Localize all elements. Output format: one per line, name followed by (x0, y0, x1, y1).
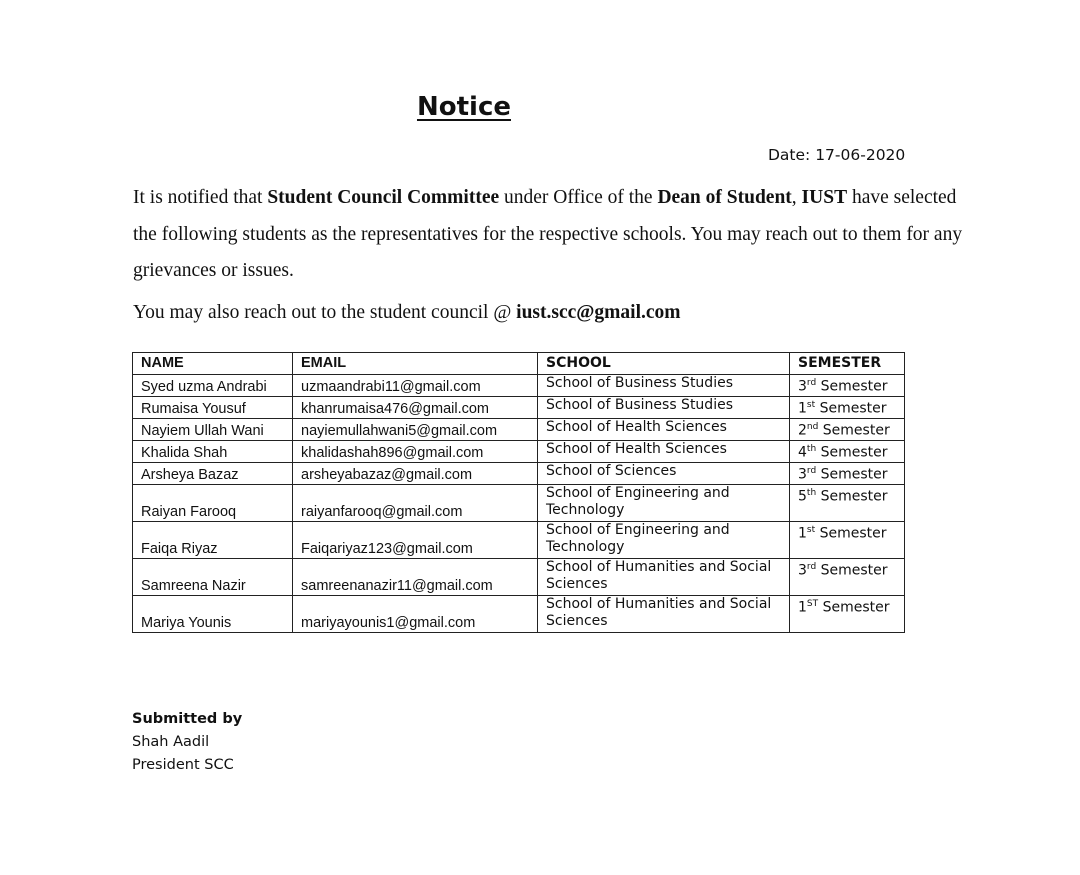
council-email: iust.scc@gmail.com (516, 302, 681, 323)
cell-semester (790, 485, 905, 522)
cell-name: Khalida Shah (133, 441, 293, 463)
table-row (133, 397, 905, 419)
signatory-role: President SCC (132, 757, 234, 773)
cell-email: Faiqariyaz123@gmail.com (293, 522, 538, 559)
table-row (133, 485, 905, 522)
semester-word: Semester (818, 599, 890, 616)
cell-semester (790, 419, 905, 441)
cell-email: mariyayounis1@gmail.com (293, 596, 538, 633)
notice-paragraph (133, 180, 963, 290)
cell-email: khalidashah896@gmail.com (293, 441, 538, 463)
header-name: NAME (133, 353, 293, 375)
cell-semester (790, 559, 905, 596)
paragraph-text-1: It is notified that (133, 187, 268, 208)
semester-word: Semester (816, 444, 888, 461)
cell-name: Nayiem Ullah Wani (133, 419, 293, 441)
cell-semester (790, 463, 905, 485)
representatives-table (132, 352, 905, 633)
table-row (133, 419, 905, 441)
cell-school: School of Business Studies (538, 397, 790, 419)
cell-semester (790, 397, 905, 419)
paragraph-bold-iust: IUST (801, 187, 848, 208)
header-email: EMAIL (293, 353, 538, 375)
semester-ordinal: th (806, 444, 817, 454)
header-school: SCHOOL (538, 353, 790, 375)
semester-ordinal: rd (806, 378, 817, 388)
cell-email: samreenanazir11@gmail.com (293, 559, 538, 596)
cell-name: Arsheya Bazaz (133, 463, 293, 485)
table-header-row (133, 353, 905, 375)
cell-email: raiyanfarooq@gmail.com (293, 485, 538, 522)
semester-word: Semester (816, 562, 888, 579)
signature-block (132, 708, 242, 777)
paragraph-text-3: , (791, 187, 802, 208)
semester-word: Semester (816, 378, 888, 395)
semester-word: Semester (815, 400, 887, 417)
paragraph-text-4: have selected the following students as the representatives for the respective schools. You may reach out to them for any grievances or issues. (133, 187, 963, 281)
semester-number: 1 (798, 525, 807, 542)
cell-school: School of Engineering and Technology (538, 522, 790, 559)
cell-email: nayiemullahwani5@gmail.com (293, 419, 538, 441)
council-contact-line (133, 302, 681, 324)
semester-ordinal: st (806, 400, 816, 410)
cell-school: School of Health Sciences (538, 419, 790, 441)
cell-school: School of Sciences (538, 463, 790, 485)
cell-name: Faiqa Riyaz (133, 522, 293, 559)
cell-name: Samreena Nazir (133, 559, 293, 596)
table-row (133, 441, 905, 463)
cell-school: School of Humanities and Social Sciences (538, 596, 790, 633)
semester-number: 2 (798, 422, 807, 439)
contact-text: You may also reach out to the student council @ (133, 302, 517, 323)
cell-email: uzmaandrabi11@gmail.com (293, 375, 538, 397)
cell-name: Raiyan Farooq (133, 485, 293, 522)
semester-number: 4 (798, 444, 807, 461)
semester-number: 3 (798, 466, 807, 483)
semester-word: Semester (816, 466, 888, 483)
cell-email: arsheyabazaz@gmail.com (293, 463, 538, 485)
semester-ordinal: ST (806, 599, 819, 609)
semester-ordinal: nd (806, 422, 819, 432)
table-row (133, 522, 905, 559)
cell-name: Rumaisa Yousuf (133, 397, 293, 419)
notice-title: Notice (416, 92, 511, 122)
cell-school: School of Business Studies (538, 375, 790, 397)
semester-ordinal: th (806, 488, 817, 498)
semester-number: 1 (798, 599, 807, 616)
semester-word: Semester (815, 525, 887, 542)
semester-number: 3 (798, 378, 807, 395)
paragraph-bold-committee: Student Council Committee (267, 187, 500, 208)
notice-date: Date: 17-06-2020 (768, 146, 906, 164)
signatory-name: Shah Aadil (132, 734, 210, 750)
cell-school: School of Engineering and Technology (538, 485, 790, 522)
table-row (133, 375, 905, 397)
header-semester: SEMESTER (790, 353, 905, 375)
semester-word: Semester (816, 488, 888, 505)
table-row (133, 559, 905, 596)
cell-name: Syed uzma Andrabi (133, 375, 293, 397)
semester-number: 5 (798, 488, 807, 505)
cell-school: School of Health Sciences (538, 441, 790, 463)
cell-semester (790, 522, 905, 559)
semester-ordinal: st (806, 525, 816, 535)
paragraph-text-2: under Office of the (499, 187, 658, 208)
cell-name: Mariya Younis (133, 596, 293, 633)
semester-number: 3 (798, 562, 807, 579)
table-row (133, 596, 905, 633)
cell-email: khanrumaisa476@gmail.com (293, 397, 538, 419)
cell-school: School of Humanities and Social Sciences (538, 559, 790, 596)
semester-ordinal: rd (806, 562, 817, 572)
paragraph-bold-dean: Dean of Student (657, 187, 792, 208)
semester-number: 1 (798, 400, 807, 417)
semester-word: Semester (818, 422, 890, 439)
table-row (133, 463, 905, 485)
cell-semester (790, 596, 905, 633)
semester-ordinal: rd (806, 466, 817, 476)
cell-semester (790, 375, 905, 397)
cell-semester (790, 441, 905, 463)
submitted-by-label: Submitted by (132, 711, 243, 727)
